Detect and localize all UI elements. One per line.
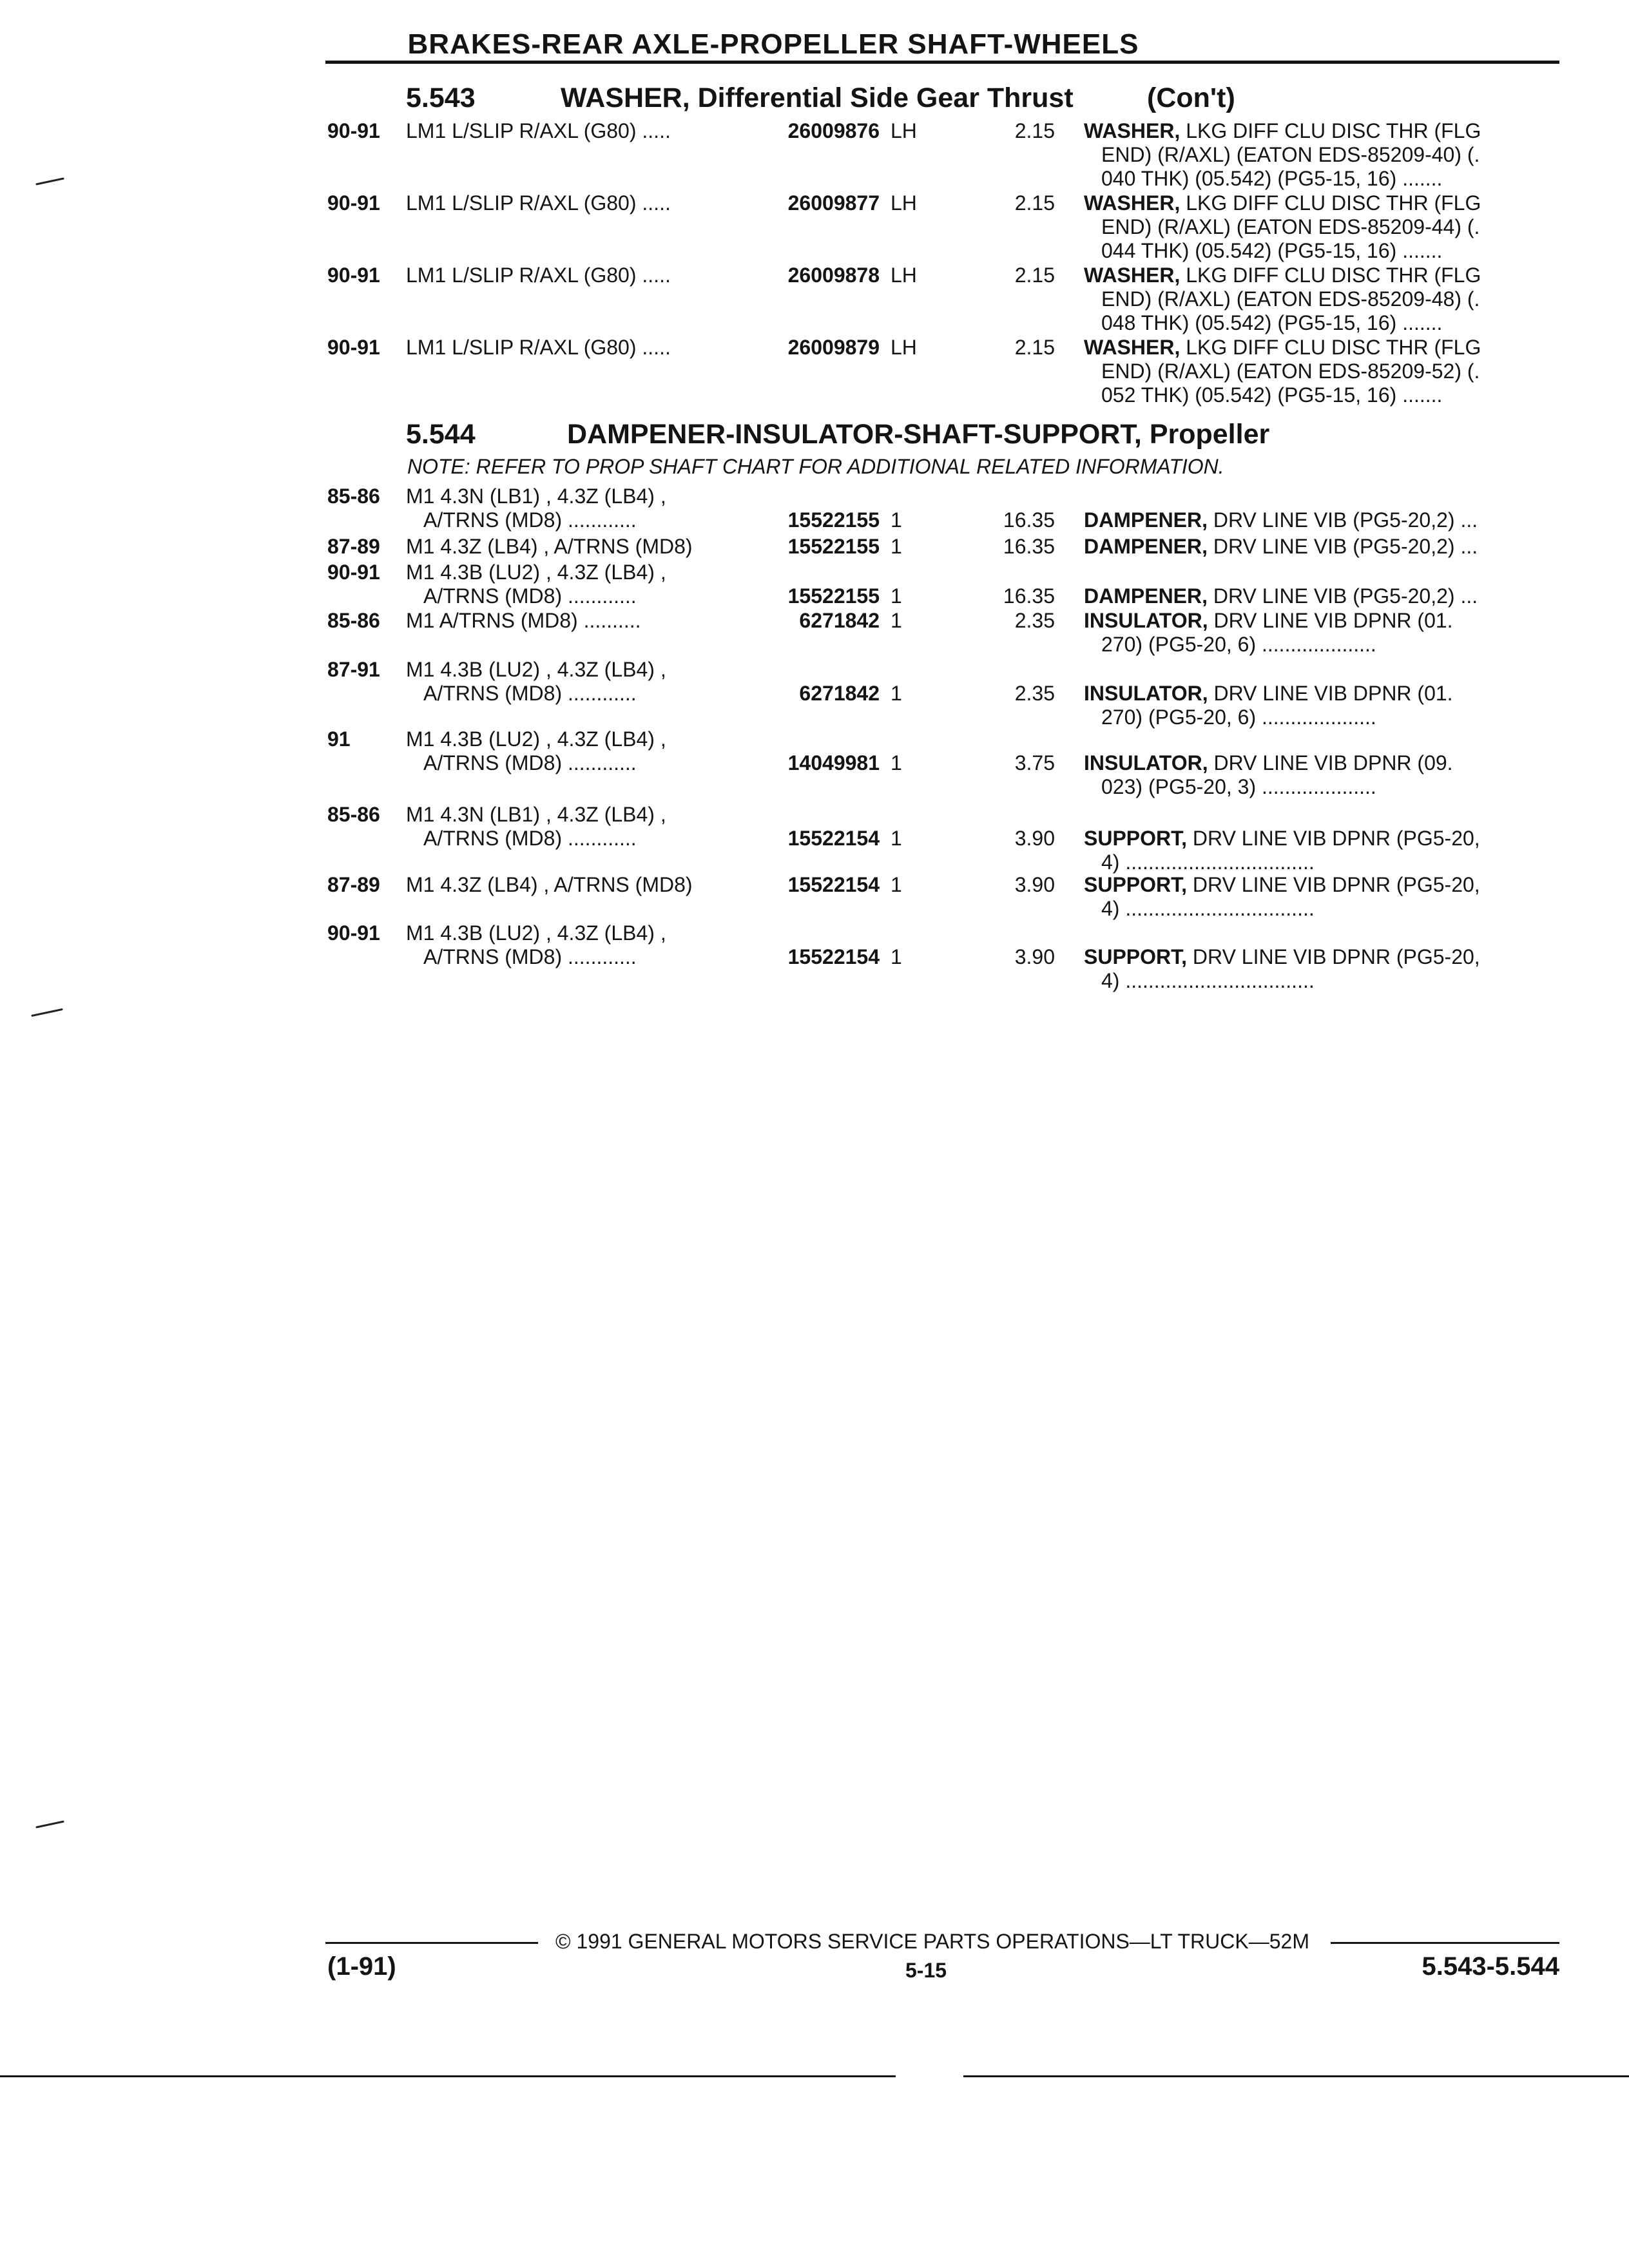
description-line-1: DRV LINE VIB DPNR (01. xyxy=(1208,682,1453,705)
section-title: DAMPENER-INSULATOR-SHAFT-SUPPORT, Propeller xyxy=(567,419,1270,450)
model-years: 90-91 xyxy=(327,921,380,945)
description-line-1: DRV LINE VIB (PG5-20,2) ... xyxy=(1208,508,1478,532)
scan-bottom-rule xyxy=(0,2075,896,2077)
description xyxy=(1084,609,1453,657)
part-number: 15522155 xyxy=(787,535,880,558)
description xyxy=(1084,191,1481,263)
description-line-1: DRV LINE VIB DPNR (PG5-20, xyxy=(1187,945,1480,968)
price: 2.15 xyxy=(1014,264,1055,287)
part-number: 6271842 xyxy=(799,682,880,705)
part-number: 26009877 xyxy=(787,191,880,215)
price: 2.35 xyxy=(1014,682,1055,705)
price: 3.90 xyxy=(1014,873,1055,896)
application xyxy=(406,485,666,532)
description-name: DAMPENER, xyxy=(1084,535,1208,558)
footer-copyright: © 1991 GENERAL MOTORS SERVICE PARTS OPERATIONS—LT TRUCK—52M xyxy=(555,1930,1309,1953)
application-line-1: M1 4.3B (LU2) , 4.3Z (LB4) , xyxy=(406,561,666,584)
description-line-1: LKG DIFF CLU DISC THR (FLG xyxy=(1180,191,1481,215)
scan-bottom-rule xyxy=(963,2075,1629,2077)
section-number: 5.543 xyxy=(406,82,476,113)
description-line-1: DRV LINE VIB DPNR (PG5-20, xyxy=(1187,827,1480,850)
page-title: BRAKES-REAR AXLE-PROPELLER SHAFT-WHEELS xyxy=(407,28,1139,60)
application-line-1: M1 4.3Z (LB4) , A/TRNS (MD8) xyxy=(406,535,693,558)
model-years: 90-91 xyxy=(327,191,380,215)
model-years: 85-86 xyxy=(327,803,380,826)
price: 2.15 xyxy=(1014,336,1055,359)
description-line-2: 270) (PG5-20, 6) .................... xyxy=(1101,706,1376,729)
description-line-3: 044 THK) (05.542) (PG5-15, 16) ....... xyxy=(1101,239,1443,262)
application xyxy=(406,609,641,633)
application-line-1: M1 4.3N (LB1) , 4.3Z (LB4) , xyxy=(406,485,666,508)
description-line-1: DRV LINE VIB DPNR (PG5-20, xyxy=(1187,873,1480,896)
price: 2.35 xyxy=(1014,609,1055,632)
description-line-2: 023) (PG5-20, 3) .................... xyxy=(1101,775,1376,798)
description-line-3: 040 THK) (05.542) (PG5-15, 16) ....... xyxy=(1101,167,1443,190)
application-line-1: M1 4.3Z (LB4) , A/TRNS (MD8) xyxy=(406,873,693,896)
application-line-1: M1 4.3B (LU2) , 4.3Z (LB4) , xyxy=(406,921,666,945)
application-line-1: LM1 L/SLIP R/AXL (G80) ..... xyxy=(406,191,671,215)
description-line-1: DRV LINE VIB DPNR (09. xyxy=(1208,751,1453,774)
price: 16.35 xyxy=(1003,535,1055,558)
section-continued-suffix: (Con't) xyxy=(1147,82,1235,113)
part-number: 26009876 xyxy=(787,119,880,142)
section-note: NOTE: REFER TO PROP SHAFT CHART FOR ADDITIONAL RELATED INFORMATION. xyxy=(407,455,1224,478)
description-line-3: 052 THK) (05.542) (PG5-15, 16) ....... xyxy=(1101,383,1443,407)
model-years: 91 xyxy=(327,727,351,751)
quantity: 1 xyxy=(891,827,902,850)
price: 3.90 xyxy=(1014,827,1055,850)
price: 2.15 xyxy=(1014,119,1055,142)
description xyxy=(1084,508,1478,532)
description xyxy=(1084,945,1480,993)
application-line-2: A/TRNS (MD8) ............ xyxy=(423,827,637,850)
description xyxy=(1084,751,1453,799)
part-number: 14049981 xyxy=(787,751,880,774)
description-name: DAMPENER, xyxy=(1084,508,1208,532)
part-number: 15522154 xyxy=(787,827,880,850)
description-name: INSULATOR, xyxy=(1084,682,1208,705)
description-name: WASHER, xyxy=(1084,119,1181,142)
footer-rule-left xyxy=(325,1942,538,1944)
application xyxy=(406,803,666,850)
price: 2.15 xyxy=(1014,191,1055,215)
part-number: 15522154 xyxy=(787,945,880,968)
quantity: LH xyxy=(891,336,917,359)
application-line-2: A/TRNS (MD8) ............ xyxy=(423,584,637,608)
application-line-1: M1 4.3B (LU2) , 4.3Z (LB4) , xyxy=(406,658,666,681)
description xyxy=(1084,535,1478,559)
model-years: 90-91 xyxy=(327,336,380,359)
section-number: 5.544 xyxy=(406,419,476,450)
application xyxy=(406,921,666,969)
application xyxy=(406,264,671,287)
description-line-2: END) (R/AXL) (EATON EDS-85209-48) (. xyxy=(1101,287,1480,311)
margin-mark xyxy=(31,1008,63,1017)
description-line-2: END) (R/AXL) (EATON EDS-85209-44) (. xyxy=(1101,215,1480,238)
model-years: 85-86 xyxy=(327,609,380,632)
model-years: 87-91 xyxy=(327,658,380,681)
part-number: 26009878 xyxy=(787,264,880,287)
description-line-1: DRV LINE VIB DPNR (01. xyxy=(1208,609,1453,632)
application-line-2: A/TRNS (MD8) ............ xyxy=(423,751,637,774)
description xyxy=(1084,873,1480,921)
header-rule xyxy=(325,61,1559,64)
part-number: 15522155 xyxy=(787,508,880,532)
description-line-2: 4) ................................. xyxy=(1101,969,1315,992)
price: 16.35 xyxy=(1003,584,1055,608)
quantity: 1 xyxy=(891,609,902,632)
description-name: WASHER, xyxy=(1084,336,1181,359)
description xyxy=(1084,827,1480,874)
quantity: LH xyxy=(891,191,917,215)
application-line-1: LM1 L/SLIP R/AXL (G80) ..... xyxy=(406,264,671,287)
description-line-2: 4) ................................. xyxy=(1101,850,1315,874)
model-years: 90-91 xyxy=(327,561,380,584)
description-line-2: END) (R/AXL) (EATON EDS-85209-52) (. xyxy=(1101,360,1480,383)
price: 16.35 xyxy=(1003,508,1055,532)
model-years: 85-86 xyxy=(327,485,380,508)
description-line-2: 4) ................................. xyxy=(1101,897,1315,920)
section-title: WASHER, Differential Side Gear Thrust xyxy=(561,82,1074,113)
description-line-2: END) (R/AXL) (EATON EDS-85209-40) (. xyxy=(1101,143,1480,166)
footer-date-code: (1-91) xyxy=(327,1952,396,1981)
description-line-1: DRV LINE VIB (PG5-20,2) ... xyxy=(1208,584,1478,608)
application-line-1: M1 4.3B (LU2) , 4.3Z (LB4) , xyxy=(406,727,666,751)
price: 3.75 xyxy=(1014,751,1055,774)
application xyxy=(406,561,666,608)
margin-mark xyxy=(35,1820,64,1828)
footer-section-range: 5.543-5.544 xyxy=(1422,1952,1559,1981)
description-name: SUPPORT, xyxy=(1084,827,1188,850)
quantity: 1 xyxy=(891,682,902,705)
footer-rule-right xyxy=(1331,1942,1559,1944)
model-years: 87-89 xyxy=(327,873,380,896)
description-name: SUPPORT, xyxy=(1084,945,1188,968)
description xyxy=(1084,336,1481,407)
quantity: 1 xyxy=(891,751,902,774)
part-number: 15522155 xyxy=(787,584,880,608)
quantity: 1 xyxy=(891,584,902,608)
quantity: 1 xyxy=(891,873,902,896)
description-line-3: 048 THK) (05.542) (PG5-15, 16) ....... xyxy=(1101,311,1443,334)
application xyxy=(406,873,693,897)
description-name: WASHER, xyxy=(1084,264,1181,287)
application-line-1: LM1 L/SLIP R/AXL (G80) ..... xyxy=(406,336,671,359)
description-name: DAMPENER, xyxy=(1084,584,1208,608)
margin-mark xyxy=(35,177,64,185)
part-number: 26009879 xyxy=(787,336,880,359)
application xyxy=(406,727,666,775)
price: 3.90 xyxy=(1014,945,1055,968)
description-line-1: LKG DIFF CLU DISC THR (FLG xyxy=(1180,119,1481,142)
application-line-1: LM1 L/SLIP R/AXL (G80) ..... xyxy=(406,119,671,142)
application xyxy=(406,119,671,143)
quantity: 1 xyxy=(891,535,902,558)
description-line-2: 270) (PG5-20, 6) .................... xyxy=(1101,633,1376,656)
description xyxy=(1084,264,1481,335)
description-line-1: LKG DIFF CLU DISC THR (FLG xyxy=(1180,264,1481,287)
application xyxy=(406,191,671,215)
application xyxy=(406,535,693,559)
description-name: WASHER, xyxy=(1084,191,1181,215)
model-years: 90-91 xyxy=(327,264,380,287)
part-number: 6271842 xyxy=(799,609,880,632)
description xyxy=(1084,682,1453,729)
application-line-1: M1 A/TRNS (MD8) .......... xyxy=(406,609,641,632)
quantity: LH xyxy=(891,119,917,142)
description xyxy=(1084,584,1478,608)
description-name: SUPPORT, xyxy=(1084,873,1188,896)
description-line-1: LKG DIFF CLU DISC THR (FLG xyxy=(1180,336,1481,359)
quantity: 1 xyxy=(891,508,902,532)
quantity: LH xyxy=(891,264,917,287)
description xyxy=(1084,119,1481,191)
application xyxy=(406,658,666,706)
quantity: 1 xyxy=(891,945,902,968)
description-name: INSULATOR, xyxy=(1084,609,1208,632)
application-line-2: A/TRNS (MD8) ............ xyxy=(423,508,637,532)
description-line-1: DRV LINE VIB (PG5-20,2) ... xyxy=(1208,535,1478,558)
model-years: 87-89 xyxy=(327,535,380,558)
application xyxy=(406,336,671,360)
application-line-2: A/TRNS (MD8) ............ xyxy=(423,945,637,968)
model-years: 90-91 xyxy=(327,119,380,142)
application-line-1: M1 4.3N (LB1) , 4.3Z (LB4) , xyxy=(406,803,666,826)
footer-page-number: 5-15 xyxy=(905,1959,947,1982)
part-number: 15522154 xyxy=(787,873,880,896)
description-name: INSULATOR, xyxy=(1084,751,1208,774)
application-line-2: A/TRNS (MD8) ............ xyxy=(423,682,637,705)
